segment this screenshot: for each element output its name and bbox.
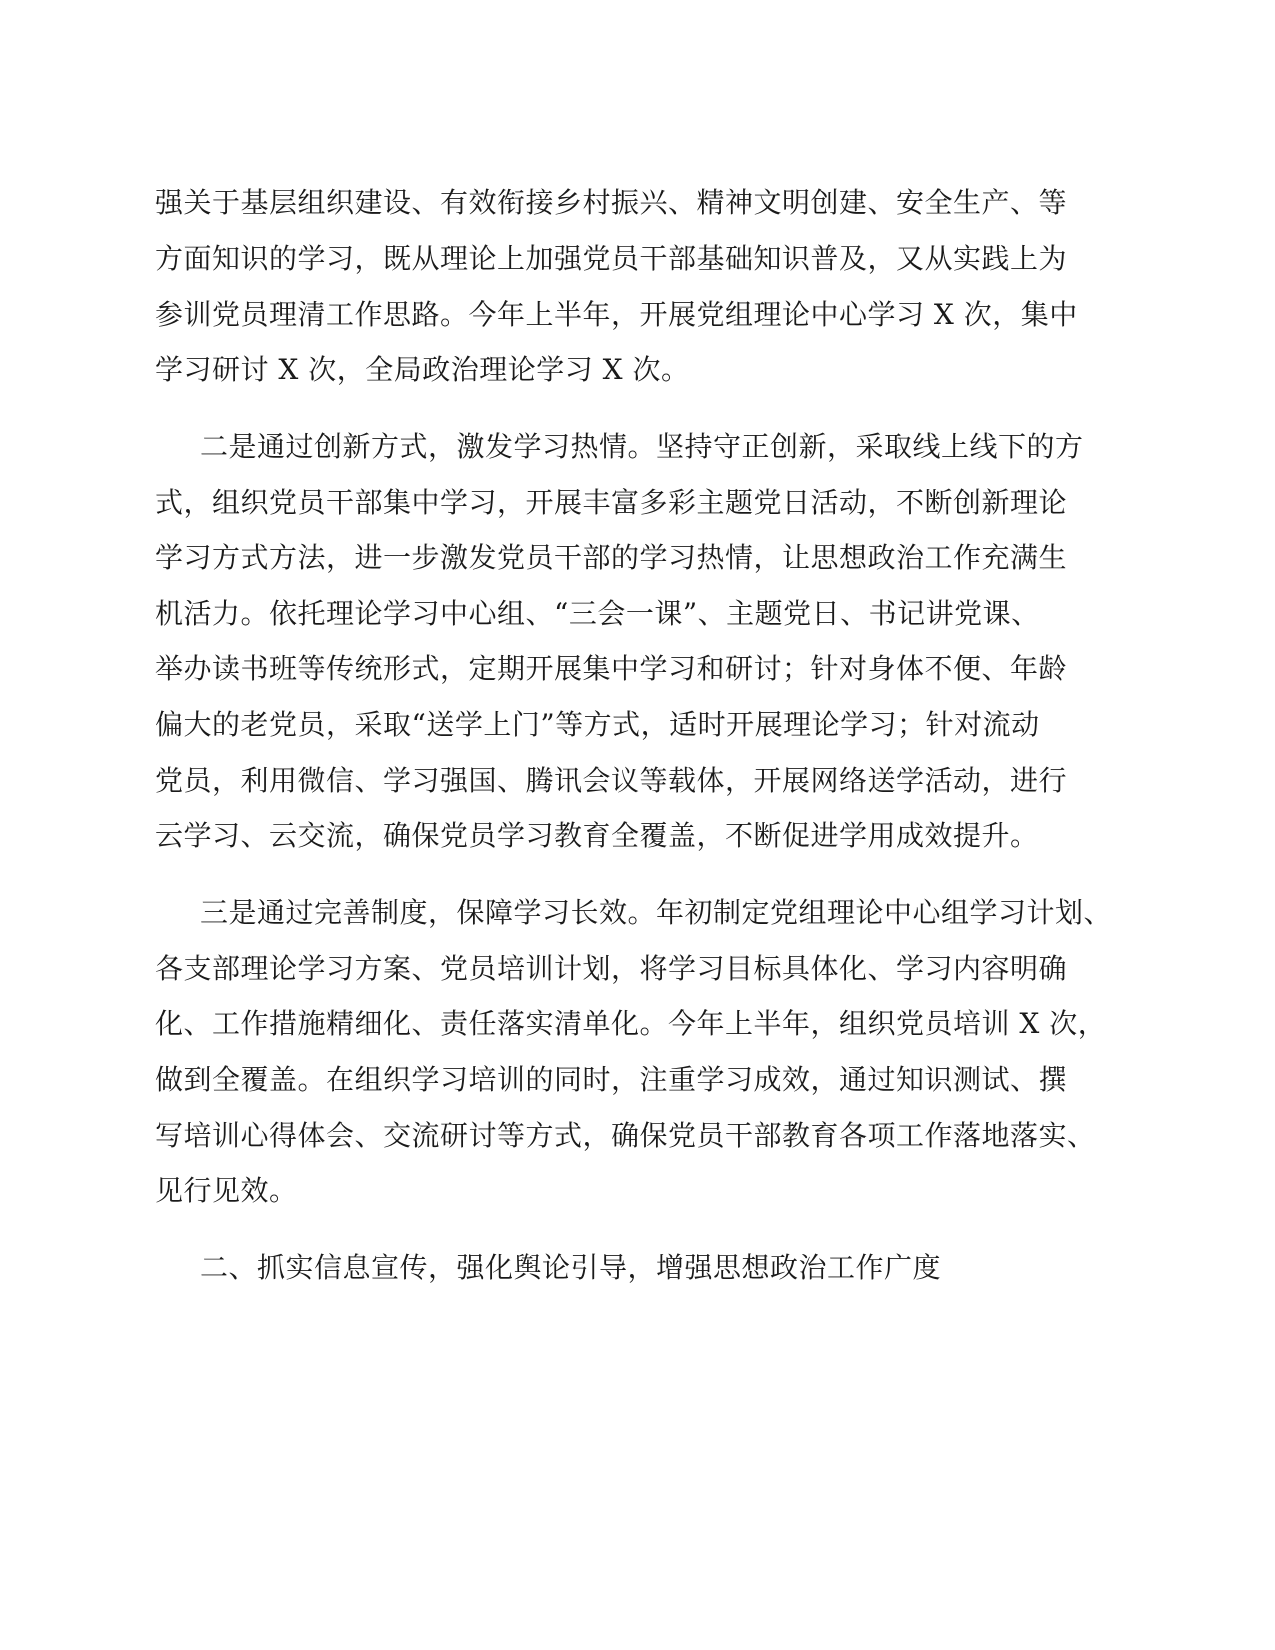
paragraph-1-line-1: 强关于基层组织建设、有效衔接乡村振兴、精神文明创建、安全生产、等	[155, 186, 1068, 219]
section-heading: 二、抓实信息宣传，强化舆论引导，增强思想政治工作广度	[200, 1251, 942, 1284]
paragraph-2-line-1: 二是通过创新方式，激发学习热情。坚持守正创新，采取线上线下的方	[200, 430, 1084, 463]
paragraph-2-line-2: 式，组织党员干部集中学习，开展丰富多彩主题党日活动，不断创新理论	[155, 486, 1068, 519]
paragraph-1-line-4: 学习研讨 X 次，全局政治理论学习 X 次。	[155, 353, 690, 386]
paragraph-2-line-6: 偏大的老党员，采取“送学上门”等方式，适时开展理论学习；针对流动	[155, 708, 1040, 741]
paragraph-3-line-3: 化、工作措施精细化、责任落实清单化。今年上半年，组织党员培训 X 次，	[155, 1007, 1107, 1040]
paragraph-1-line-2: 方面知识的学习，既从理论上加强党员干部基础知识普及，又从实践上为	[155, 242, 1068, 275]
paragraph-3-line-6: 见行见效。	[155, 1174, 298, 1207]
paragraph-1-line-3: 参训党员理清工作思路。今年上半年，开展党组理论中心学习 X 次，集中	[155, 298, 1078, 331]
paragraph-2-line-5: 举办读书班等传统形式，定期开展集中学习和研讨；针对身体不便、年龄	[155, 652, 1068, 685]
paragraph-3-line-2: 各支部理论学习方案、党员培训计划，将学习目标具体化、学习内容明确	[155, 952, 1068, 985]
paragraph-2-line-3: 学习方式方法，进一步激发党员干部的学习热情，让思想政治工作充满生	[155, 541, 1068, 574]
paragraph-2-line-8: 云学习、云交流，确保党员学习教育全覆盖，不断促进学用成效提升。	[155, 819, 1039, 852]
paragraph-2-line-4: 机活力。依托理论学习中心组、“三会一课”、主题党日、书记讲党课、	[155, 597, 1040, 630]
paragraph-3-line-1: 三是通过完善制度，保障学习长效。年初制定党组理论中心组学习计划、	[200, 896, 1113, 929]
paragraph-3-line-5: 写培训心得体会、交流研讨等方式，确保党员干部教育各项工作落地落实、	[155, 1119, 1096, 1152]
paragraph-2-line-7: 党员，利用微信、学习强国、腾讯会议等载体，开展网络送学活动，进行	[155, 764, 1068, 797]
paragraph-3-line-4: 做到全覆盖。在组织学习培训的同时，注重学习成效，通过知识测试、撰	[155, 1063, 1068, 1096]
